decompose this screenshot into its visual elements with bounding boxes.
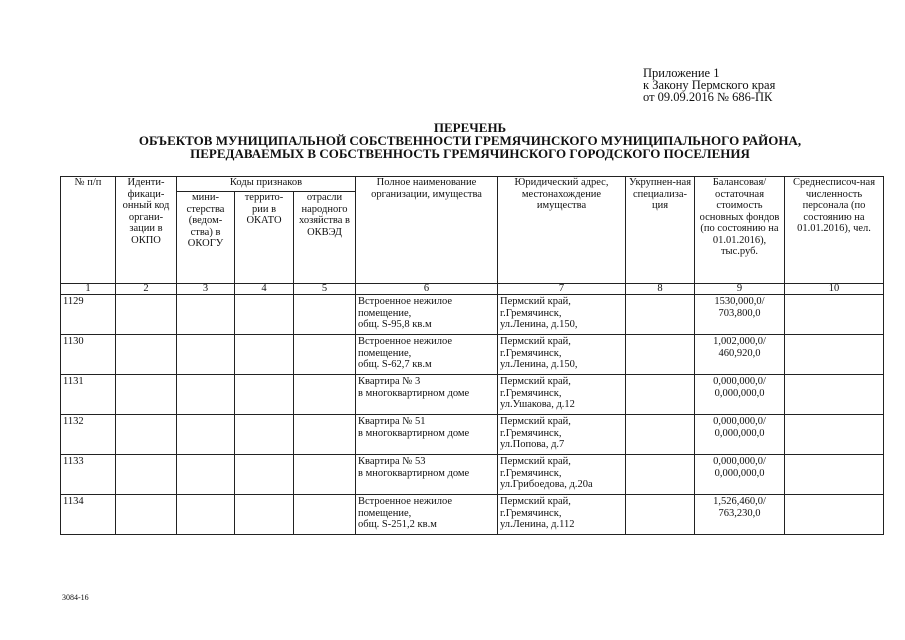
cell-okato [235, 375, 294, 415]
cell-name-line: общ. S-251,2 кв.м [358, 519, 437, 530]
cell-address [498, 335, 626, 375]
cell-okogu [177, 455, 235, 495]
cell-spec [626, 295, 695, 335]
property-register-table [60, 176, 884, 535]
title-line-2: ОБЪЕКТОВ МУНИЦИПАЛЬНОЙ СОБСТВЕННОСТИ ГРЕМЯЧИНСКОГО МУНИЦИПАЛЬНОГО РАЙОНА, [138, 133, 802, 148]
cell-num: 1134 [61, 495, 116, 535]
header-okpo: Иденти-фикаци-онный код органи-зации в ОКПО [116, 177, 177, 284]
cell-name [356, 335, 498, 375]
cell-balance-line: 0,000,000,0 [714, 467, 765, 479]
cell-okpo [116, 335, 177, 375]
cell-address-line: г.Гремячинск, [500, 427, 562, 439]
table-row [61, 295, 884, 335]
cell-name-line: помещение, [358, 507, 412, 519]
cell-name-line: Встроенное нежилое [358, 296, 453, 307]
appendix-line-2: к Закону Пермского края [643, 78, 776, 92]
cell-name-line: в многоквартирном доме [358, 427, 470, 439]
cell-address-line: г.Гремячинск, [500, 507, 562, 519]
header-okogu: мини-стерства (ведом-ства) в ОКОГУ [177, 192, 235, 284]
cell-okved [294, 495, 356, 535]
cell-okved [294, 455, 356, 495]
cell-address [498, 415, 626, 455]
cell-address-line: ул.Ушакова, д.12 [500, 399, 575, 410]
cell-address-line: ул.Ленина, д.150, [500, 319, 578, 330]
title-line-3: ПЕРЕДАВАЕМЫХ В СОБСТВЕННОСТЬ ГРЕМЯЧИНСКОГО ГОРОДСКОГО ПОСЕЛЕНИЯ [190, 146, 750, 161]
cell-name-line: в многоквартирном доме [358, 467, 470, 479]
cell-name-line: помещение, [358, 347, 412, 359]
cell-address-line: ул.Ленина, д.150, [500, 359, 578, 370]
cell-address-line: ул.Ленина, д.112 [500, 519, 575, 530]
cell-spec [626, 375, 695, 415]
cell-name-line: общ. S-62,7 кв.м [358, 359, 432, 370]
cell-okogu [177, 375, 235, 415]
cell-balance [695, 415, 785, 455]
header-okved: отрасли народного хозяйства в ОКВЭД [294, 192, 356, 284]
header-staff: Среднесписоч-ная численность персонала (по состоянию на 01.01.2016), чел. [785, 177, 884, 284]
cell-spec [626, 335, 695, 375]
cell-okpo [116, 295, 177, 335]
cell-balance-line: 0,000,000,0/ [713, 416, 766, 427]
cell-name [356, 455, 498, 495]
cell-okato [235, 495, 294, 535]
header-codes: Коды признаков [177, 177, 356, 192]
cell-staff [785, 455, 884, 495]
cell-address-line: г.Гремячинск, [500, 467, 562, 479]
cell-balance-line: 1,526,460,0/ [713, 496, 766, 507]
cell-name [356, 495, 498, 535]
cell-balance-line: 1530,000,0/ [714, 296, 765, 307]
table-row [61, 495, 884, 535]
cell-balance-line: 0,000,000,0 [714, 427, 765, 439]
cell-balance-line: 0,000,000,0/ [713, 456, 766, 467]
cell-num: 1130 [61, 335, 116, 375]
table-row [61, 335, 884, 375]
cell-spec [626, 455, 695, 495]
cell-okogu [177, 495, 235, 535]
appendix-line-1: Приложение 1 [643, 66, 720, 80]
cell-okato [235, 455, 294, 495]
cell-staff [785, 295, 884, 335]
appendix-block [643, 67, 775, 103]
cell-staff [785, 375, 884, 415]
cell-balance-line: 703,800,0 [718, 307, 761, 319]
column-number: 10 [785, 284, 884, 295]
cell-okato [235, 415, 294, 455]
cell-address-line: Пермский край, [500, 376, 571, 387]
cell-address [498, 455, 626, 495]
cell-name-line: помещение, [358, 307, 412, 319]
header-num: № п/п [61, 177, 116, 284]
cell-address-line: Пермский край, [500, 496, 571, 507]
cell-balance-line: 763,230,0 [718, 507, 761, 519]
cell-staff [785, 415, 884, 455]
header-okato: террито-рии в ОКАТО [235, 192, 294, 284]
cell-okpo [116, 415, 177, 455]
cell-address [498, 495, 626, 535]
header-spec: Укрупнен-ная специализа-ция [626, 177, 695, 284]
column-number: 2 [116, 284, 177, 295]
cell-num: 1131 [61, 375, 116, 415]
column-number: 6 [356, 284, 498, 295]
register-rows [61, 295, 884, 535]
cell-name-line: Квартира № 3 [358, 376, 421, 387]
cell-staff [785, 495, 884, 535]
cell-balance-line: 460,920,0 [718, 347, 761, 359]
column-number: 7 [498, 284, 626, 295]
cell-address [498, 295, 626, 335]
cell-name [356, 415, 498, 455]
cell-name-line: Встроенное нежилое [358, 496, 453, 507]
column-number: 9 [695, 284, 785, 295]
table-row [61, 375, 884, 415]
cell-okato [235, 295, 294, 335]
title-line-1: ПЕРЕЧЕНЬ [433, 120, 507, 135]
cell-spec [626, 495, 695, 535]
cell-num: 1133 [61, 455, 116, 495]
cell-name [356, 375, 498, 415]
cell-address-line: Пермский край, [500, 456, 571, 467]
cell-okved [294, 415, 356, 455]
table-row [61, 455, 884, 495]
column-number: 3 [177, 284, 235, 295]
cell-address-line: Пермский край, [500, 336, 571, 347]
cell-name [356, 295, 498, 335]
column-number: 1 [61, 284, 116, 295]
cell-okpo [116, 455, 177, 495]
cell-name-line: Квартира № 51 [358, 416, 426, 427]
cell-spec [626, 415, 695, 455]
cell-okogu [177, 415, 235, 455]
cell-address-line: Пермский край, [500, 416, 571, 427]
cell-balance [695, 295, 785, 335]
document-code: 3084-16 [62, 593, 89, 602]
column-number-row [61, 284, 884, 295]
cell-address [498, 375, 626, 415]
cell-balance [695, 495, 785, 535]
cell-balance [695, 375, 785, 415]
cell-okogu [177, 295, 235, 335]
cell-address-line: Пермский край, [500, 296, 571, 307]
cell-name-line: в многоквартирном доме [358, 387, 470, 399]
document-title [60, 121, 880, 160]
appendix-line-3: от 09.09.2016 № 686-ПК [643, 90, 773, 104]
cell-balance [695, 455, 785, 495]
cell-name-line: общ. S-95,8 кв.м [358, 319, 432, 330]
cell-num: 1132 [61, 415, 116, 455]
cell-address-line: г.Гремячинск, [500, 307, 562, 319]
cell-okpo [116, 495, 177, 535]
cell-name-line: Квартира № 53 [358, 456, 426, 467]
header-row-top [61, 177, 884, 192]
cell-balance-line: 0,000,000,0 [714, 387, 765, 399]
cell-okato [235, 335, 294, 375]
cell-okved [294, 335, 356, 375]
cell-balance-line: 1,002,000,0/ [713, 336, 766, 347]
cell-address-line: г.Гремячинск, [500, 347, 562, 359]
cell-okved [294, 375, 356, 415]
cell-balance [695, 335, 785, 375]
cell-address-line: ул.Попова, д.7 [500, 439, 565, 450]
column-number: 5 [294, 284, 356, 295]
cell-okved [294, 295, 356, 335]
cell-balance-line: 0,000,000,0/ [713, 376, 766, 387]
cell-address-line: г.Гремячинск, [500, 387, 562, 399]
cell-name-line: Встроенное нежилое [358, 336, 453, 347]
cell-okpo [116, 375, 177, 415]
cell-staff [785, 335, 884, 375]
cell-okogu [177, 335, 235, 375]
table-row [61, 415, 884, 455]
header-balance: Балансовая/ остаточная стоимость основных фондов (по состоянию на 01.01.2016), тыс.руб. [695, 177, 785, 284]
header-address: Юридический адрес, местонахождение имущества [498, 177, 626, 284]
cell-address-line: ул.Грибоедова, д.20а [500, 479, 593, 490]
cell-num: 1129 [61, 295, 116, 335]
column-number: 8 [626, 284, 695, 295]
column-number: 4 [235, 284, 294, 295]
header-name: Полное наименование организации, имущества [356, 177, 498, 284]
